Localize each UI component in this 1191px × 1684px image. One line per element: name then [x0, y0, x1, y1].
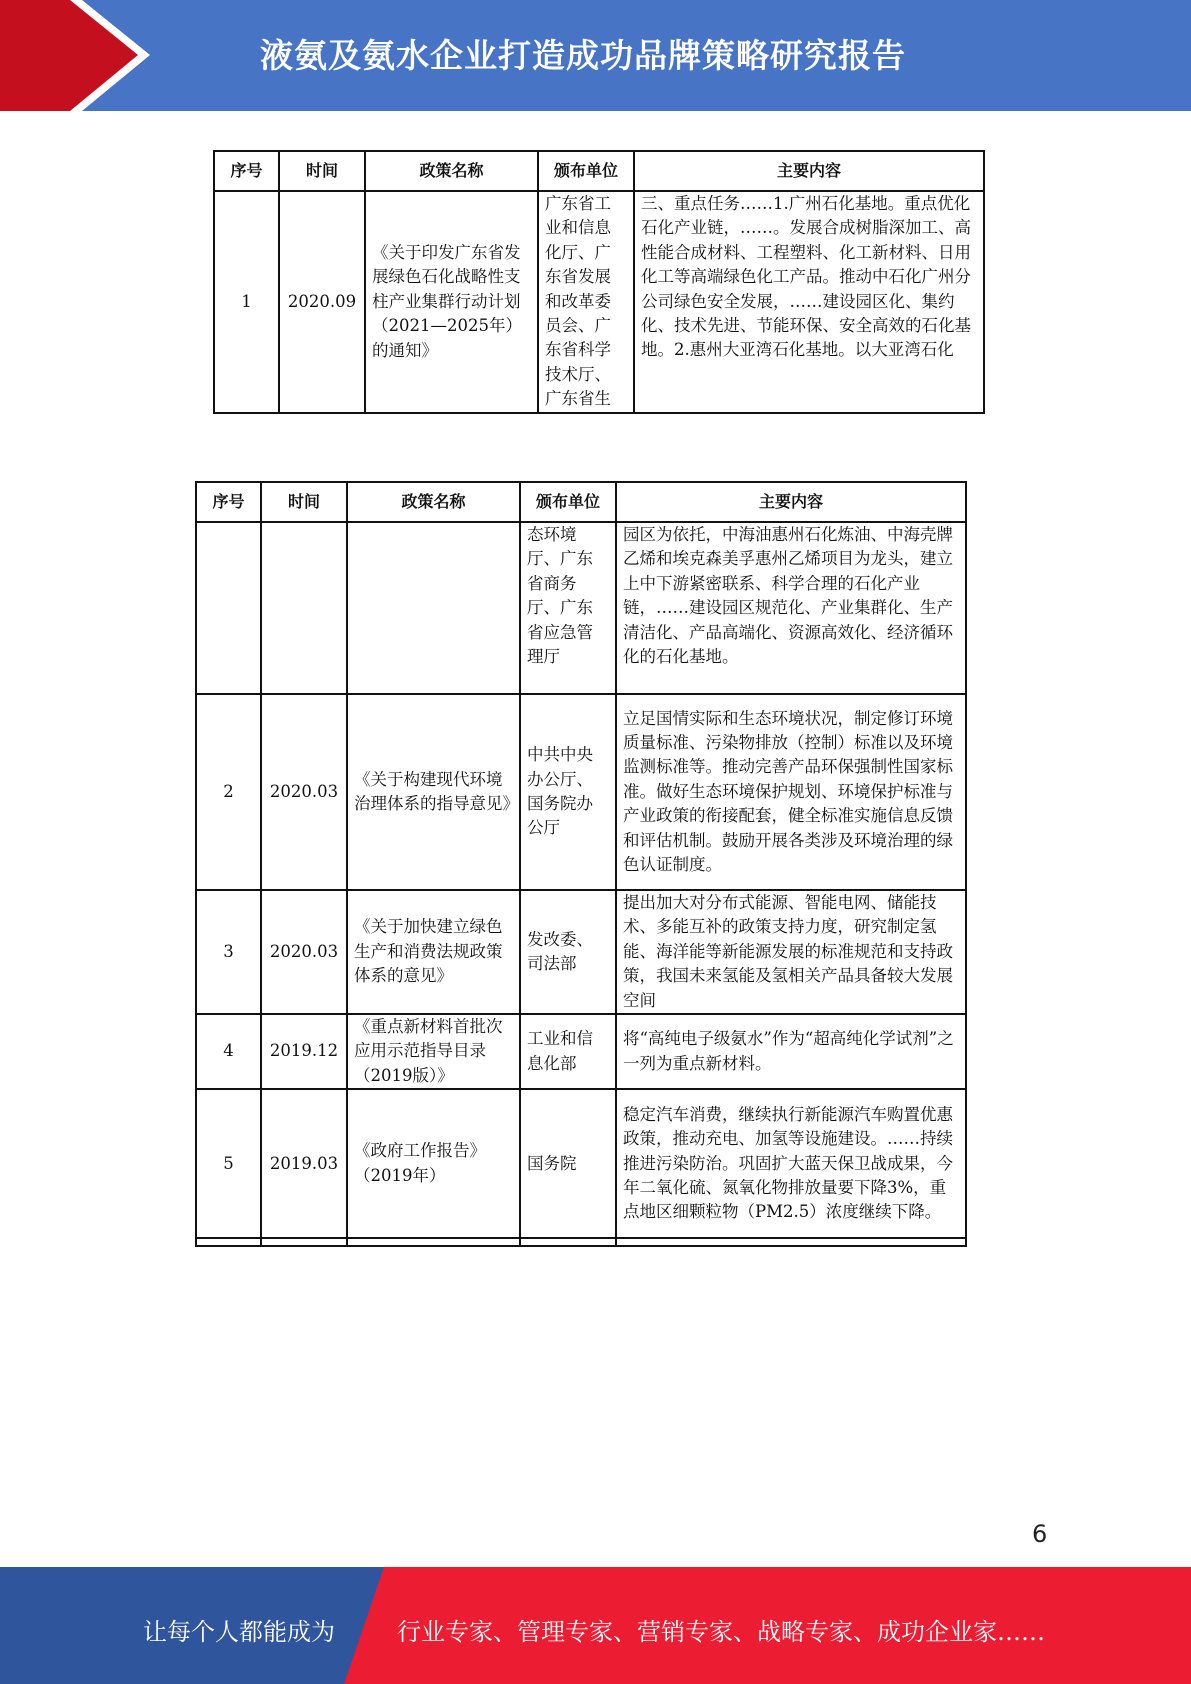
- page-header: [0, 0, 1191, 111]
- row-issuer: 态环境厅、广东省商务厅、广东省应急管理厅: [520, 522, 616, 694]
- row-content: 三、重点任务……1.广州石化基地。重点优化石化产业链，……。发展合成树脂深加工、高性能合成材料、工程塑料、化工新材料、日用化工等高端绿色化工产品。推动中石化广州分公司绿色安全发展，……建设园区化、集约化、技术先进、节能环保、安全高效的石化基地。2.惠州大亚湾石化基地。以大亚湾石化: [641, 194, 971, 360]
- row-date: 2020.09: [279, 191, 365, 413]
- row-policy-name: 《关于加快建立绿色生产和消费法规政策体系的意见》: [347, 890, 520, 1014]
- continuation-cell: [520, 1238, 616, 1246]
- table-row: [214, 191, 984, 413]
- header-no: 序号: [196, 482, 261, 522]
- row-policy-name: [347, 522, 520, 694]
- page-footer: [0, 1567, 1191, 1684]
- row-no: 2: [196, 694, 261, 890]
- row-date: 2020.03: [261, 694, 347, 890]
- row-content: 稳定汽车消费，继续执行新能源汽车购置优惠政策，推动充电、加氢等设施建设。……持续推进污染防治。巩固扩大蓝天保卫战成果，今年二氧化硫、氮氧化物排放量要下降3%，重点地区细颗粒物（PM2.5）浓度继续下降。: [616, 1089, 966, 1238]
- row-content-cell: [634, 191, 984, 413]
- row-issuer: 国务院: [520, 1089, 616, 1238]
- header-no: 序号: [214, 151, 279, 191]
- row-no: [196, 522, 261, 694]
- header-issuer: 颁布单位: [520, 482, 616, 522]
- row-issuer: 工业和信息化部: [520, 1014, 616, 1089]
- table-row: [196, 1089, 966, 1238]
- table-header-row: [214, 151, 984, 191]
- header-policy-name: 政策名称: [365, 151, 538, 191]
- table-row: [196, 890, 966, 1014]
- row-content: 园区为依托，中海油惠州石化炼油、中海壳牌乙烯和埃克森美孚惠州乙烯项目为龙头，建立上中下游紧密联系、科学合理的石化产业链，……建设园区规范化、产业集群化、生产清洁化、产品高端化、资源高效化、经济循环化的石化基地。: [616, 522, 966, 694]
- header-content: 主要内容: [634, 151, 984, 191]
- continuation-cell: [261, 1238, 347, 1246]
- table-row: [196, 694, 966, 890]
- row-issuer: 发改委、司法部: [520, 890, 616, 1014]
- row-policy-name: 《重点新材料首批次应用示范指导目录（2019版）》: [347, 1014, 520, 1089]
- header-content: 主要内容: [616, 482, 966, 522]
- page-number: 6: [1032, 1520, 1048, 1548]
- row-no: 4: [196, 1014, 261, 1089]
- continuation-cell: [616, 1238, 966, 1246]
- table-continuation-row: [196, 1238, 966, 1246]
- footer-slogan-right: 行业专家、管理专家、营销专家、战略专家、成功企业家……: [397, 1618, 1045, 1646]
- policy-table-2: [195, 481, 967, 1247]
- report-title: 液氨及氨水企业打造成功品牌策略研究报告: [260, 36, 906, 75]
- row-date: [261, 522, 347, 694]
- header-date: 时间: [261, 482, 347, 522]
- header-date: 时间: [279, 151, 365, 191]
- row-no: 3: [196, 890, 261, 1014]
- footer-slogan-left: 让每个人都能成为: [143, 1618, 335, 1646]
- continuation-cell: [196, 1238, 261, 1246]
- row-policy-name: 《关于印发广东省发展绿色石化战略性支柱产业集群行动计划（2021—2025年）的通知》: [365, 191, 538, 413]
- row-content: 立足国情实际和生态环境状况，制定修订环境质量标准、污染物排放（控制）标准以及环境监测标准等。推动完善产品环保强制性国家标准。做好生态环境保护规划、环境保护标准与产业政策的衔接配套，健全标准实施信息反馈和评估机制。鼓励开展各类涉及环境治理的绿色认证制度。: [616, 694, 966, 890]
- table-row: [196, 1014, 966, 1089]
- row-content: 将“高纯电子级氨水”作为“超高纯化学试剂”之一列为重点新材料。: [616, 1014, 966, 1089]
- header-policy-name: 政策名称: [347, 482, 520, 522]
- row-issuer: 中共中央办公厅、国务院办公厅: [520, 694, 616, 890]
- table-row: [196, 522, 966, 694]
- row-date: 2019.03: [261, 1089, 347, 1238]
- policy-table-1: [213, 150, 985, 414]
- header-issuer: 颁布单位: [538, 151, 634, 191]
- continuation-cell: [347, 1238, 520, 1246]
- row-date: 2019.12: [261, 1014, 347, 1089]
- row-content: 提出加大对分布式能源、智能电网、储能技术、多能互补的政策支持力度，研究制定氢能、海洋能等新能源发展的标准规范和支持政策，我国未来氢能及氢相关产品具备较大发展空间: [616, 890, 966, 1014]
- row-no: 1: [214, 191, 279, 413]
- table-header-row: [196, 482, 966, 522]
- row-policy-name: 《政府工作报告》（2019年）: [347, 1089, 520, 1238]
- row-issuer-cell: [538, 191, 634, 413]
- row-policy-name: 《关于构建现代环境治理体系的指导意见》: [347, 694, 520, 890]
- header-red-chevron: [0, 0, 140, 111]
- row-issuer: 广东省工业和信息化厅、广东省发展和改革委员会、广东省科学技术厅、广东省生: [545, 194, 611, 409]
- row-date: 2020.03: [261, 890, 347, 1014]
- row-no: 5: [196, 1089, 261, 1238]
